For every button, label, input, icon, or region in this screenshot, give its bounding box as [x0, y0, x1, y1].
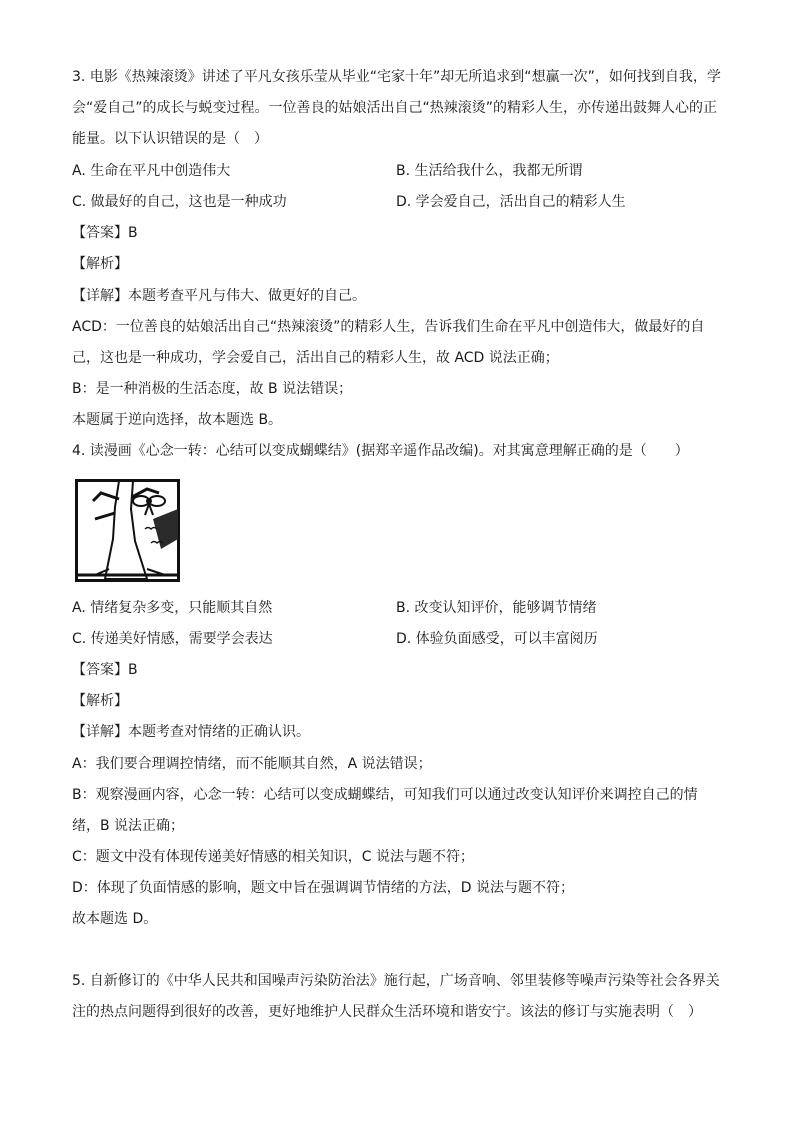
- q3-answer: 【答案】B: [72, 225, 138, 241]
- q4-detail-line-1: 【详解】本题考查对情绪的正确认识。: [72, 724, 310, 740]
- q4-detail-line-5: C：题文中没有体现传递美好情感的相关知识，C 说法与题不符；: [72, 849, 474, 865]
- q3-option-c: C. 做最好的自己，这也是一种成功: [72, 194, 287, 210]
- q3-analysis-label: 【解析】: [72, 256, 128, 272]
- q3-option-b: B. 生活给我什么，我都无所谓: [396, 163, 583, 179]
- q4-detail-line-4: 绪，B 说法正确；: [72, 818, 185, 834]
- q5-stem-line-2: 注的热点问题得到很好的改善，更好地维护人民群众生活环境和谐安宁。该法的修订与实施表明（ ）: [72, 1004, 702, 1020]
- q4-detail-line-3: B：观察漫画内容，心念一转：心结可以变成蝴蝶结，可知我们可以通过改变认知评价来调控自己的情: [72, 787, 698, 803]
- q4-analysis-label: 【解析】: [72, 693, 128, 709]
- cartoon-image: [75, 479, 180, 583]
- q3-stem-line-3: 能量。以下认识错误的是（ ）: [72, 131, 268, 147]
- q3-detail-line-1: 【详解】本题考查平凡与伟大、做更好的自己。: [72, 288, 366, 304]
- q3-detail-line-2: ACD：一位善良的姑娘活出自己“热辣滚烫”的精彩人生，告诉我们生命在平凡中创造伟大，做最好的自: [72, 319, 705, 335]
- q4-answer: 【答案】B: [72, 662, 138, 678]
- q3-detail-line-4: B：是一种消极的生活态度，故 B 说法错误；: [72, 381, 353, 397]
- q4-option-c: C. 传递美好情感，需要学会表达: [72, 631, 273, 647]
- q3-detail-line-3: 己，这也是一种成功，学会爱自己，活出自己的精彩人生，故 ACD 说法正确；: [72, 350, 559, 366]
- q3-detail-line-5: 本题属于逆向选择，故本题选 B。: [72, 412, 283, 428]
- q5-stem-line-1: 5. 自新修订的《中华人民共和国噪声污染防治法》施行起，广场音响、邻里装修等噪声污染等社会各界关: [72, 973, 720, 989]
- q3-option-a: A. 生命在平凡中创造伟大: [72, 163, 231, 179]
- q4-option-d: D. 体验负面感受，可以丰富阅历: [396, 631, 598, 647]
- q3-option-d: D. 学会爱自己，活出自己的精彩人生: [396, 194, 626, 210]
- q3-stem-line-1: 3. 电影《热辣滚烫》讲述了平凡女孩乐莹从毕业“宅家十年”却无所追求到“想赢一次”，如何找到自我，学: [72, 69, 721, 85]
- q3-stem-line-2: 会“爱自己”的成长与蜕变过程。一位善良的姑娘活出自己“热辣滚烫”的精彩人生，亦传递出鼓舞人心的正: [72, 100, 718, 116]
- q4-option-b: B. 改变认知评价，能够调节情绪: [396, 600, 597, 616]
- q4-stem: 4. 读漫画《心念一转：心结可以变成蝴蝶结》(据郑辛遥作品改编)。对其寓意理解正确的是（ ）: [72, 443, 689, 459]
- q4-detail-line-2: A：我们要合理调控情绪，而不能顺其自然，A 说法错误；: [72, 756, 432, 772]
- q4-detail-line-7: 故本题选 D。: [72, 911, 158, 927]
- q4-option-a: A. 情绪复杂多变，只能顺其自然: [72, 600, 273, 616]
- q4-detail-line-6: D：体现了负面情感的影响，题文中旨在强调调节情绪的方法，D 说法与题不符；: [72, 880, 575, 896]
